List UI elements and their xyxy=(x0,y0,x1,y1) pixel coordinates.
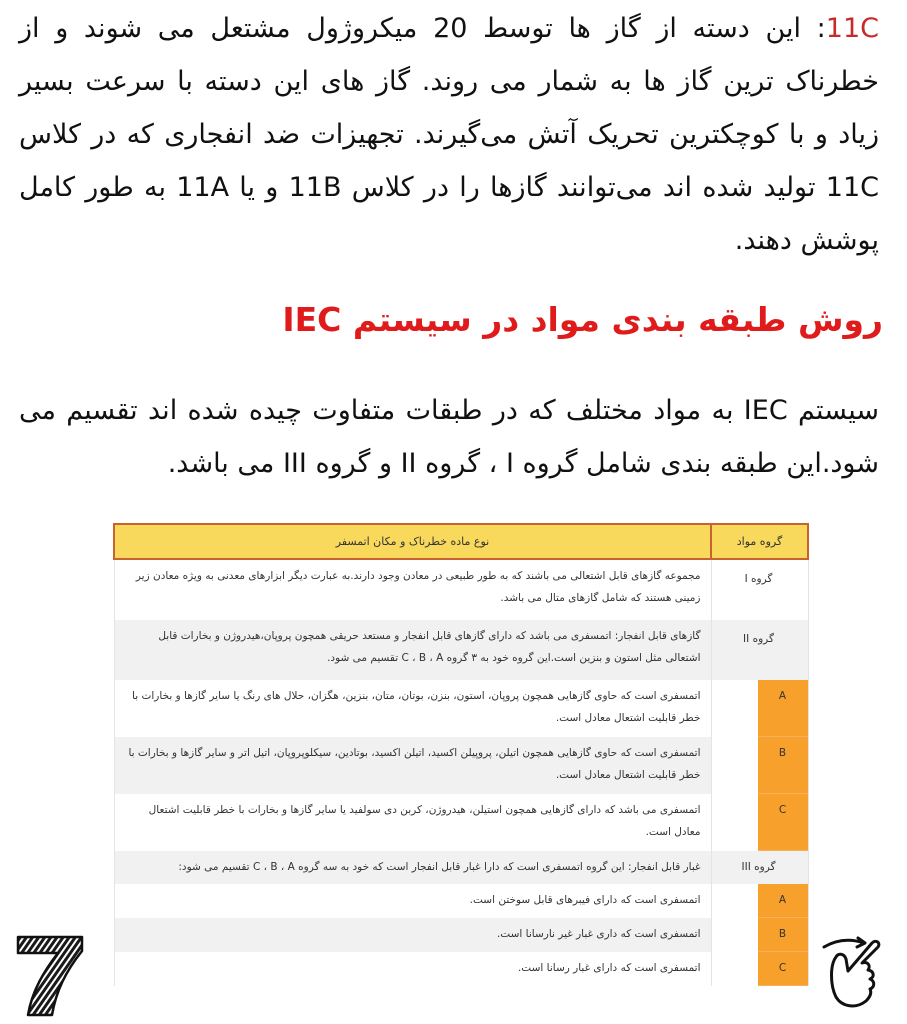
description-cell: اتمسفری است که دارای غبار رسانا است. xyxy=(114,952,711,986)
group-cell: گروه II xyxy=(711,620,808,680)
description-cell: گازهای قابل انفجار: اتمسفری می باشد که دارای گازهای قابل انفجار و مستعد حریقی همچون پروپان،هیدروژن و بخارات قابل اشتعالی مثل استون و بنزین است.این گروه خود به ۳ گروه C ، B ، A تقسیم می شود. xyxy=(114,620,711,680)
class-11c-label: 11C xyxy=(825,13,879,44)
description-cell: اتمسفری است که دارای فیبرهای قابل سوختن است. xyxy=(114,884,711,918)
header-description: نوع ماده خطرناک و مکان اتمسفر xyxy=(114,524,711,559)
iec-paragraph: سیستم IEC به مواد مختلف که در طبقات متفاوت چیده شده اند تقسیم می شود.این طبقه بندی شامل گروه I ، گروه II و گروه III می باشد. xyxy=(19,395,879,479)
table-row xyxy=(114,884,808,918)
table-row xyxy=(114,918,808,952)
description-cell: اتمسفری است که داری غبار غیر نارسانا است. xyxy=(114,918,711,952)
swipe-hand-icon[interactable] xyxy=(820,935,890,1011)
table-row xyxy=(114,620,808,680)
sub-group-label: A xyxy=(758,680,808,737)
table-row xyxy=(114,559,808,620)
group-cell: گروه III xyxy=(711,851,808,884)
iec-classification-table xyxy=(113,523,809,986)
description-cell: اتمسفری است که حاوی گازهایی همچون پروپان، استون، بنزن، بوتان، متان، بنزین، هگزان، حلال های رنگ یا سایر گازها و بخارات با خطر قابلیت اشتعال معادل است. xyxy=(114,680,711,737)
sub-group-label: C xyxy=(758,794,808,851)
description-cell: غبار قابل انفجار: این گروه اتمسفری است که دارا غبار قابل انفجار است که خود به سه گروه C ، B ، A تقسیم می شود: xyxy=(114,851,711,884)
table-row xyxy=(114,680,808,737)
table-row xyxy=(114,851,808,884)
page-number-seven-icon xyxy=(14,935,86,1017)
description-cell: اتمسفری می باشد که دارای گازهایی همچون استیلن، هیدروژن، کربن دی سولفید یا سایر گازها و بخارات با خطر قابلیت اشتعال معادل است. xyxy=(114,794,711,851)
header-group: گروه مواد xyxy=(711,524,808,559)
intro-paragraph-text: : این دسته از گاز ها توسط 20 میکروژول مشتعل می شوند و از خطرناک ترین گاز ها به شمار می روند. گاز های این دسته با سرعت بسیر زیاد و با کوچکترین تحریک آتش می‌گیرند. تجهیزات ضد انفجاری که در کلاس 11C تولید شده اند می‌توانند گازها را در کلاس 11B و یا 11A به طور کامل پوشش دهند. xyxy=(19,13,879,256)
group-cell: گروه I xyxy=(711,559,808,620)
sub-group-label: B xyxy=(758,737,808,794)
table-row xyxy=(114,952,808,986)
sub-group-label: B xyxy=(758,918,808,952)
table-header-row xyxy=(114,524,808,559)
sub-group-label: C xyxy=(758,952,808,986)
table-row xyxy=(114,794,808,851)
sub-group-label: A xyxy=(758,884,808,918)
intro-paragraph xyxy=(19,2,879,267)
table-row xyxy=(114,737,808,794)
section-heading: روش طبقه بندی مواد در سیستم IEC xyxy=(282,300,883,339)
description-cell: مجموعه گازهای قابل اشتعالی می باشند که به طور طبیعی در معادن وجود دارند.به عبارت دیگر ابزارهای معدنی به ویژه معادن زیر زمینی هستند که شامل گازهای متال می باشد. xyxy=(114,559,711,620)
description-cell: اتمسفری است که حاوی گازهایی همچون اتیلن، پروپیلن اکسید، اتیلن اکسید، بوتادین، سیکلوپروپان، اتیل اتر و سایر گازها و بخارات با خطر قابلیت اشتعال معادل است. xyxy=(114,737,711,794)
